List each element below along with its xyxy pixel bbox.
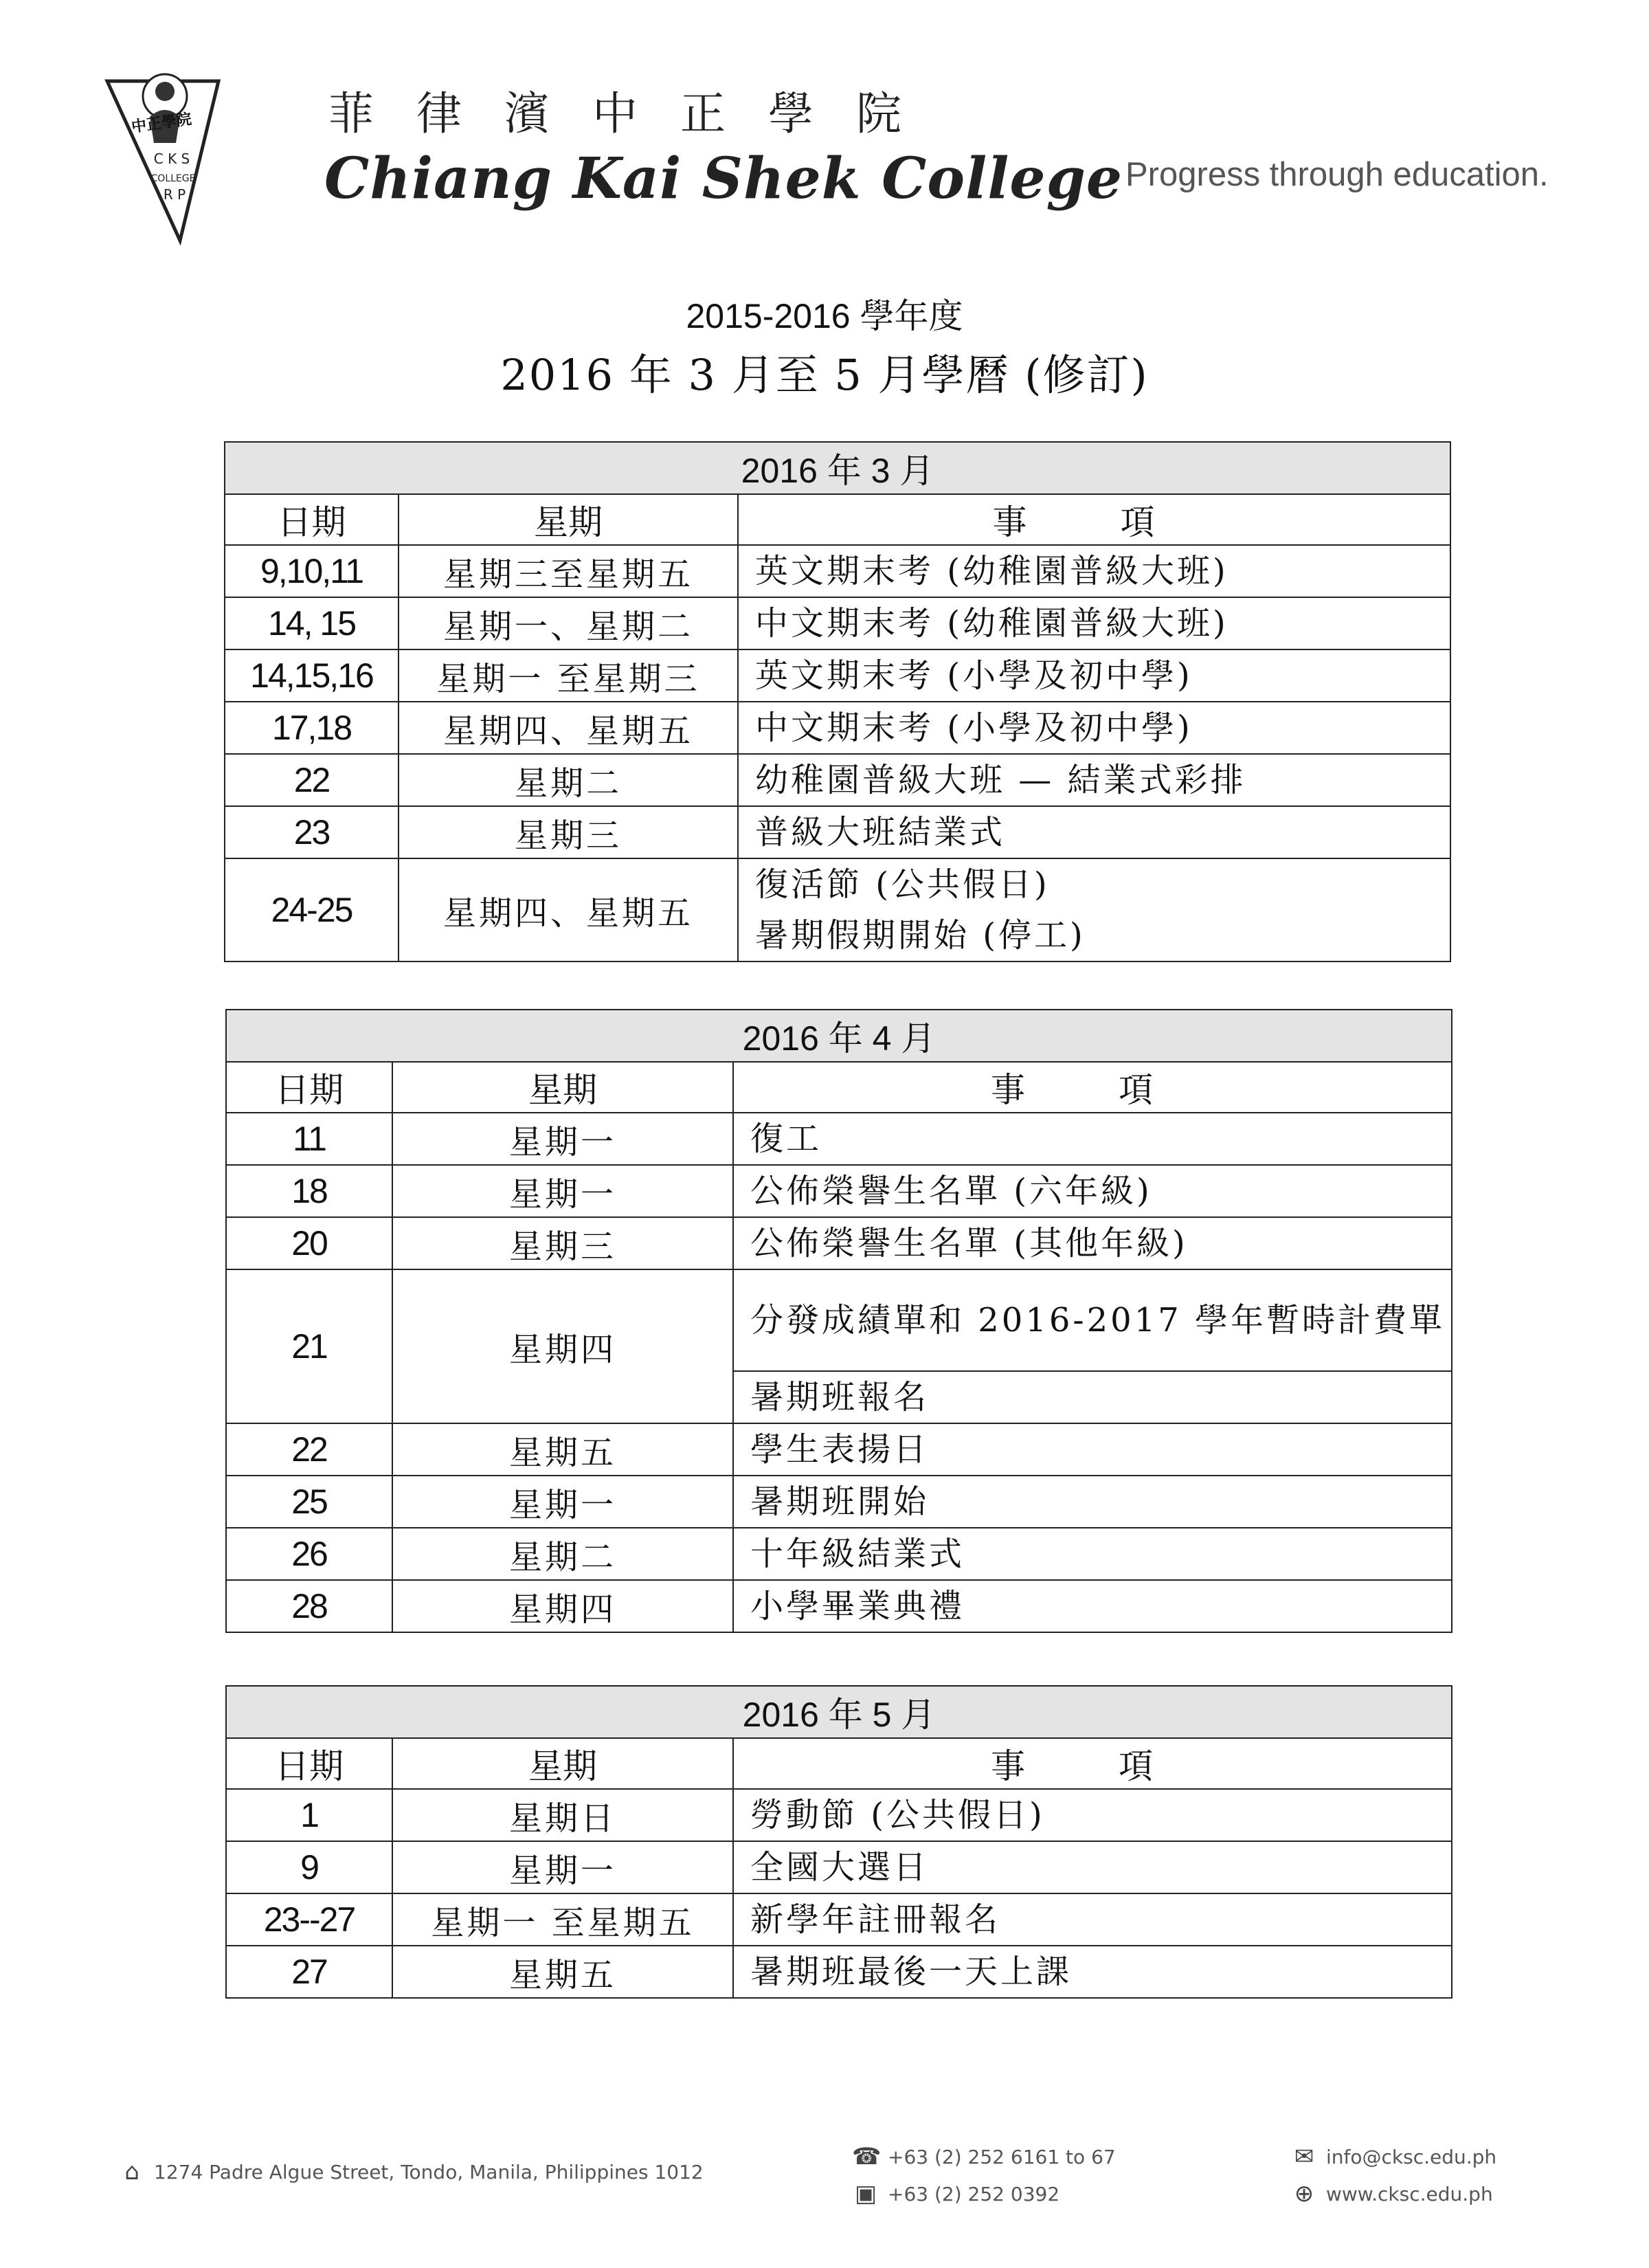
row-weekday: 星期二 [399, 754, 738, 806]
column-header-date: 日期 [225, 494, 399, 545]
footer-fax [852, 2180, 1059, 2208]
logo-text-zh: 中正學院 [130, 110, 193, 137]
row-event: 中文期末考 (小學及初中學) [738, 702, 1450, 754]
table-row [226, 1476, 1452, 1528]
event-line: 暑期假期開始 (停工) [755, 916, 1086, 955]
march-table [224, 441, 1451, 962]
row-event: 普級大班結業式 [738, 806, 1450, 858]
table-row [225, 806, 1450, 858]
row-weekday: 星期一 至星期三 [399, 649, 738, 702]
fax-icon: ▣ [854, 2180, 877, 2208]
globe-icon: ⊕ [1294, 2180, 1314, 2208]
row-weekday: 星期一 [392, 1165, 733, 1217]
row-event: 勞動節 (公共假日) [733, 1789, 1452, 1841]
row-event: 暑期班最後一天上課 [733, 1946, 1452, 1998]
footer-website[interactable] [1290, 2180, 1493, 2208]
row-date: 27 [226, 1946, 392, 1998]
row-date: 22 [225, 754, 399, 806]
row-weekday: 星期一 [392, 1476, 733, 1528]
row-date: 21 [226, 1269, 392, 1423]
row-date: 20 [226, 1217, 392, 1269]
phone-icon: ☎ [852, 2143, 882, 2170]
row-weekday: 星期五 [392, 1946, 733, 1998]
email-link[interactable]: info@cksc.edu.ph [1326, 2145, 1497, 2168]
table-row [225, 702, 1450, 754]
row-event [738, 858, 1450, 961]
column-header-event: 事 項 [733, 1062, 1452, 1113]
table-row [226, 1165, 1452, 1217]
email-icon: ✉ [1294, 2143, 1314, 2170]
row-date: 9,10,11 [225, 545, 399, 597]
row-date: 17,18 [225, 702, 399, 754]
table-row [226, 1528, 1452, 1580]
school-logo [104, 54, 221, 246]
logo-text-cks: C K S [153, 151, 190, 167]
row-date: 25 [226, 1476, 392, 1528]
april-table [225, 1009, 1452, 1633]
row-event: 新學年註冊報名 [733, 1893, 1452, 1946]
row-date: 14,15,16 [225, 649, 399, 702]
may-table [225, 1685, 1452, 1999]
row-date: 23 [225, 806, 399, 858]
table-row [226, 1217, 1452, 1269]
row-weekday: 星期四、星期五 [399, 702, 738, 754]
row-weekday: 星期日 [392, 1789, 733, 1841]
row-weekday: 星期一、星期二 [399, 597, 738, 649]
table-row [225, 754, 1450, 806]
row-event: 幼稚園普級大班 — 結業式彩排 [738, 754, 1450, 806]
column-header-date: 日期 [226, 1062, 392, 1113]
row-weekday: 星期三 [399, 806, 738, 858]
row-date: 11 [226, 1113, 392, 1165]
row-weekday: 星期一 [392, 1841, 733, 1893]
row-weekday: 星期四、星期五 [399, 858, 738, 961]
row-date: 22 [226, 1423, 392, 1476]
row-event: 十年級結業式 [733, 1528, 1452, 1580]
home-icon: ⌂ [124, 2158, 139, 2186]
website-link[interactable]: www.cksc.edu.ph [1326, 2182, 1493, 2205]
table-row [226, 1113, 1452, 1165]
column-header-date: 日期 [226, 1738, 392, 1789]
table-row [225, 597, 1450, 649]
row-event: 小學畢業典禮 [733, 1580, 1452, 1632]
footer-phone [852, 2143, 1116, 2170]
row-event: 公佈榮譽生名單 (六年級) [733, 1165, 1452, 1217]
row-event: 中文期末考 (幼稚園普級大班) [738, 597, 1450, 649]
footer-address [118, 2158, 704, 2186]
column-header-weekday: 星期 [392, 1062, 733, 1113]
row-event: 全國大選日 [733, 1841, 1452, 1893]
row-weekday: 星期五 [392, 1423, 733, 1476]
row-event: 暑期班報名 [733, 1371, 1452, 1423]
row-event: 英文期末考 (幼稚園普級大班) [738, 545, 1450, 597]
table-row [226, 1841, 1452, 1893]
table-row [226, 1946, 1452, 1998]
column-header-weekday: 星期 [392, 1738, 733, 1789]
row-weekday: 星期四 [392, 1580, 733, 1632]
row-date: 26 [226, 1528, 392, 1580]
table-row [225, 545, 1450, 597]
row-weekday: 星期二 [392, 1528, 733, 1580]
row-event: 暑期班開始 [733, 1476, 1452, 1528]
row-date: 24-25 [225, 858, 399, 961]
row-date: 14, 15 [225, 597, 399, 649]
row-weekday: 星期四 [392, 1269, 733, 1423]
row-date: 9 [226, 1841, 392, 1893]
table-row [225, 649, 1450, 702]
column-header-event: 事 項 [733, 1738, 1452, 1789]
table-row [226, 1580, 1452, 1632]
row-event: 英文期末考 (小學及初中學) [738, 649, 1450, 702]
row-event: 復工 [733, 1113, 1452, 1165]
school-name-zh: 菲律濱中正學院 [328, 87, 944, 140]
month-heading: 2016 年 5 月 [226, 1686, 1452, 1738]
fax-text: +63 (2) 252 0392 [888, 2182, 1060, 2205]
row-weekday: 星期三至星期五 [399, 545, 738, 597]
table-row [226, 1789, 1452, 1841]
column-header-event: 事 項 [738, 494, 1450, 545]
event-line: 復活節 (公共假日) [755, 865, 1050, 904]
month-heading: 2016 年 3 月 [225, 442, 1450, 494]
footer-email[interactable] [1290, 2143, 1496, 2170]
row-event: 分發成績單和 2016-2017 學年暫時計費單 [733, 1269, 1452, 1371]
school-motto: Progress through education. [1125, 156, 1549, 193]
row-date: 23--27 [226, 1893, 392, 1946]
table-row [225, 858, 1450, 961]
table-row [226, 1893, 1452, 1946]
phone-text: +63 (2) 252 6161 to 67 [888, 2145, 1116, 2168]
row-date: 28 [226, 1580, 392, 1632]
table-row [226, 1269, 1452, 1371]
calendar-title: 2016 年 3 月至 5 月學曆 (修訂) [500, 350, 1149, 400]
logo-text-college: COLLEGE [150, 173, 196, 184]
row-event: 學生表揚日 [733, 1423, 1452, 1476]
column-header-weekday: 星期 [399, 494, 738, 545]
month-heading: 2016 年 4 月 [226, 1010, 1452, 1062]
school-name-en: Chiang Kai Shek College [324, 146, 1123, 212]
row-date: 1 [226, 1789, 392, 1841]
school-year-title: 2015-2016 學年度 [686, 297, 963, 335]
row-date: 18 [226, 1165, 392, 1217]
row-weekday: 星期一 [392, 1113, 733, 1165]
row-event: 公佈榮譽生名單 (其他年級) [733, 1217, 1452, 1269]
logo-text-rp: R P [163, 186, 186, 203]
row-weekday: 星期三 [392, 1217, 733, 1269]
table-row [226, 1423, 1452, 1476]
row-weekday: 星期一 至星期五 [392, 1893, 733, 1946]
address-text: 1274 Padre Algue Street, Tondo, Manila, Philippines 1012 [154, 2160, 704, 2183]
